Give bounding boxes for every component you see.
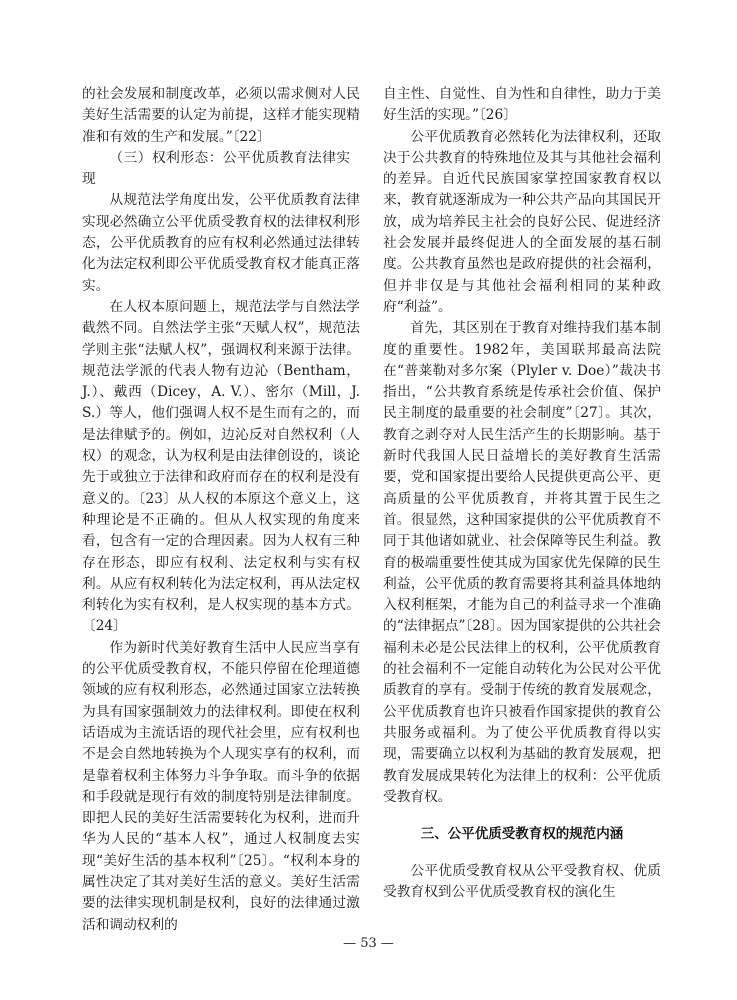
- subsection-heading: （三）权利形态：公平优质教育法律实现: [82, 149, 351, 188]
- left-column: [82, 84, 360, 936]
- paragraph: 的社会发展和制度改革，必须以需求侧对人民美好生活需要的认定为前提，这样才能实现精准和有效的生产和发展。”〔22〕: [82, 86, 360, 145]
- page-number: — 53 —: [343, 936, 394, 951]
- paragraph: 公平优质受教育权从公平受教育权、优质受教育权到公平优质受教育权的演化生: [383, 863, 661, 901]
- paragraph: 首先，其区别在于教育对维持我们基本制度的重要性。1982年，美国联邦最高法院在“普莱勒对多尔案（Plyler v. Doe）”裁决书指出，“公共教育系统是传承社会价值、保护民主制度的最重要的社会制度”〔27〕。其次，教育之剥夺对人民生活产生的长期影响。基于新时代我国人民日益增长的美好教育生活需要，党和国家提出要给人民提供更高公平、更高质量的公平优质教育，并将其置于民生之首。很显然，这种国家提供的公平优质教育不同于其他诸如就业、社会保障等民生利益。教育的极端重要性使其成为国家优先保障的民生利益，公平优质的教育需要将其利益具体地纳入权利框架，才能为自己的利益寻求一个准确的“法律据点”〔28〕。因为国家提供的公共社会福利未必是公民法律上的权利，公平优质教育的社会福利不一定能自动转化为公民对公平优质教育的享有。受制于传统的教育发展观念，公平优质教育也许只被看作国家提供的教育公共服务或福利。为了使公平优质教育得以实现，需要确立以权利为基础的教育发展观，把教育发展成果转化为法律上的权利：公平优质受教育权。: [383, 320, 661, 805]
- paragraph: 公平优质教育必然转化为法律权利，还取决于公共教育的特殊地位及其与其他社会福利的差异。自近代民族国家掌控国家教育权以来，教育就逐渐成为一种公共产品向其国民开放，成为培养民主社会的良好公民、促进经济社会发展并最终促进人的全面发展的基石制度。公共教育虽然也是政府提供的社会福利，但并非仅是与其他社会福利相同的某种政府“利益”。: [383, 128, 661, 315]
- paragraph: 作为新时代美好教育生活中人民应当享有的公平优质受教育权，不能只停留在伦理道德领域的应有权利形态，必然通过国家立法转换为具有国家强制效力的法律权利。即使在权利话语成为主流话语的现代社会里，应有权利也不是会自然地转换为个人现实享有的权利，而是靠着权利主体努力斗争争取。而斗争的依据和手段就是现行有效的制度特别是法律制度。即把人民的美好生活需要转化为权利，进而升华为人民的“基本人权”，通过人权制度去实现“美好生活的基本权利”〔25〕。“权利本身的属性决定了其对美好生活的意义。美好生活需要的法律实现机制是权利，良好的法律通过激活和调动权利的: [82, 639, 360, 933]
- paragraph: 自主性、自觉性、自为性和自律性，助力于美好生活的实现。”〔26〕: [383, 86, 661, 124]
- right-column: [383, 84, 661, 904]
- section-heading: 三、公平优质受教育权的规范内涵: [420, 826, 624, 843]
- paragraph: 从规范法学角度出发，公平优质教育法律实现必然确立公平优质受教育权的法律权利形态，公平优质教育的应有权利必然通过法律转化为法定权利即公平优质受教育权才能真正落实。: [82, 192, 360, 294]
- paragraph: 在人权本原问题上，规范法学与自然法学截然不同。自然法学主张“天赋人权”，规范法学则主张“法赋人权”，强调权利来源于法律。规范法学派的代表人物有边沁（Bentham，J.）、戴西（Dicey，A. V.）、密尔（Mill，J. S.）等人，他们强调人权不是生而有之的，而是法律赋予的。例如，边沁反对自然权利（人权）的观念，认为权利是由法律创设的，谈论先于或独立于法律和政府而存在的权利是没有意义的。〔23〕从人权的本原这个意义上，这种理论是不正确的。但从人权实现的角度来看，包含有一定的合理因素。因为人权有三种存在形态，即应有权利、法定权利与实有权利。从应有权利转化为法定权利，再从法定权利转化为实有权利，是人权实现的基本方式。〔24〕: [82, 298, 360, 635]
